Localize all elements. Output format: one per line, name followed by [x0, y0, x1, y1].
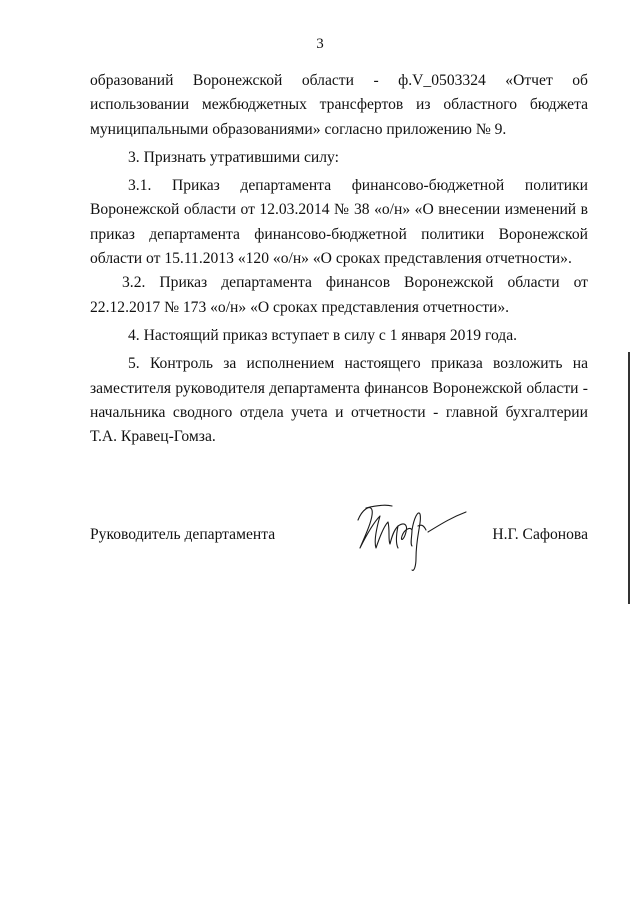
page-number: 3: [316, 36, 324, 52]
signatory-role: Руководитель департамента: [90, 526, 276, 543]
scan-edge-line: [628, 352, 630, 604]
paragraph-item-3-2: 3.2. Приказ департамента финансов Воронежской области от 22.12.2017 № 173 «о/н» «О сроках представления отчетности».: [90, 274, 588, 316]
handwritten-signature: [352, 496, 472, 576]
paragraph-item-3-1: 3.1. Приказ департамента финансово-бюджетной политики Воронежской области от 12.03.2014 № 38 «о/н» «О внесении изменений в приказ департамента финансово-бюджетной политики Воронежской области от 15.11.2013 «120 «о/н» «О сроках представления отчетности».: [90, 177, 588, 268]
signature-block: [90, 526, 588, 556]
paragraph-item-3: 3. Признать утратившими силу:: [128, 148, 339, 166]
paragraph-continuation: образований Воронежской области - ф.V_0503324 «Отчет об использовании межбюджетных трансфертов из областного бюджета муниципальными образованиями» согласно приложению № 9.: [90, 72, 588, 138]
paragraph-item-5: 5. Контроль за исполнением настоящего приказа возложить на заместителя руководителя департамента финансов Воронежской области - начальника сводного отдела учета и отчетности - главной бухгалтерии Т.А. Кравец-Гомза.: [90, 355, 588, 446]
signatory-name: Н.Г. Сафонова: [492, 526, 588, 543]
paragraph-item-4: 4. Настоящий приказ вступает в силу с 1 января 2019 года.: [128, 326, 518, 344]
document-body: [90, 69, 588, 449]
